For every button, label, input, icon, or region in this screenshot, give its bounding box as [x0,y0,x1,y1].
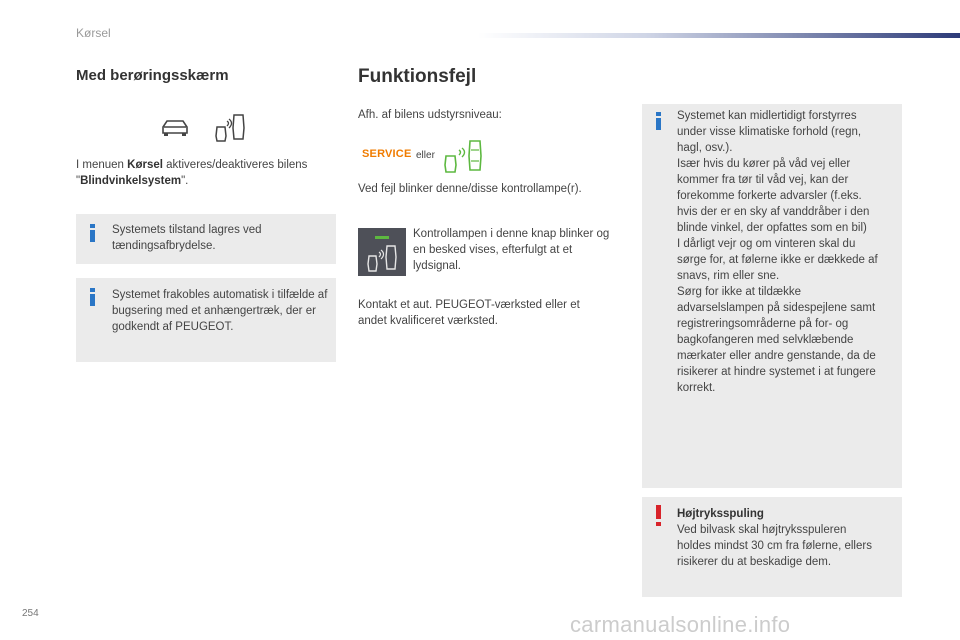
equipment-level-text: Afh. af bilens udstyrsniveau: [358,109,502,121]
heading-malfunction: Funktionsfejl [358,66,477,87]
info-box-towing [76,278,336,362]
info-text-line: under visse klimatiske forhold (regn, [677,126,862,138]
info-text-line: mærkater eller andre genstande, da de [677,350,876,362]
watermark: carmanualsonline.info [570,612,791,637]
info-text-line: hagl, osv.). [677,142,733,154]
info-text-climatic [677,108,899,396]
info-text-line: sørge for, at følerne ikke er dækkede af [677,254,878,266]
info-box-climatic [642,104,902,488]
info-text-line: snavs, rim eller sne. [677,270,780,282]
blind-spot-button-icon [358,228,406,276]
menu-paragraph: I menuen Kørsel aktiveres/deaktiveres bilens "Blindvinkelsystem". [76,159,308,187]
info-text-line: hvis der er en sky af vanddråber i den [677,206,870,218]
info-text-line: registreringsområderne på for- og [677,318,849,330]
button-flash-text: Kontrollampen i denne knap blinker og en besked vises, efterfulgt at et lydsignal. [413,228,610,272]
info-text-line: bagkofangeren med selvklæbende [677,334,854,346]
or-text: eller [416,150,435,161]
warning-text-line: risikerer du at beskadige dem. [677,556,832,568]
info-text-line: risikerer at hindre systemet i at fungere [677,366,876,378]
info-text-towing: Systemet frakobles automatisk i tilfælde af bugsering med et anhængertræk, der er godkendt af PEUGEOT. [112,289,328,333]
info-icon [90,230,95,242]
info-text-line: advarselslampen på sidespejlene samt [677,302,876,314]
service-warning-label: SERVICE [362,148,412,160]
warning-text-line: Ved bilvask skal højtryksspuleren [677,524,847,536]
warning-text-line: holdes mindst 30 cm fra følerne, ellers [677,540,872,552]
button-led-indicator [375,236,389,239]
blind-spot-warning-light-icon [442,138,484,174]
car-outline-icon [160,118,190,138]
info-text-line: Især hvis du kører på våd vej eller [677,158,851,170]
header-bar [478,33,960,38]
info-text-line: Systemet kan midlertidigt forstyrres [677,110,857,122]
info-text-line: Sørg for ikke at tildække [677,286,801,298]
info-icon [90,294,95,306]
info-text-ignition: Systemets tilstand lagres ved tændingsafbrydelse. [112,224,262,252]
warning-content [677,506,899,570]
warning-title: Højtryksspuling [677,508,764,520]
info-text-line: blinde vinkel, der opfattes som en bil) [677,222,867,234]
fault-flash-text: Ved fejl blinker denne/disse kontrollampe(r). [358,183,582,195]
warning-text [677,522,899,570]
warning-icon [656,505,661,519]
info-text-line: korrekt. [677,382,716,394]
contact-workshop-text: Kontakt et aut. PEUGEOT-værksted eller et andet kvalificeret værksted. [358,299,580,327]
blind-spot-icon [214,112,246,142]
info-text-line: I dårligt vejr og om vinteren skal du [677,238,856,250]
info-text-line: kommer fra tør til våd vej, kan der [677,174,849,186]
heading-touchscreen: Med berøringsskærm [76,67,229,84]
info-text-line: forekomme forkerte advarsler (f.eks. [677,190,862,202]
section-label: Kørsel [76,26,111,40]
warning-box-pressure-wash [642,497,902,597]
info-icon [656,118,661,130]
info-box-ignition [76,214,336,264]
page-number: 254 [22,608,39,619]
